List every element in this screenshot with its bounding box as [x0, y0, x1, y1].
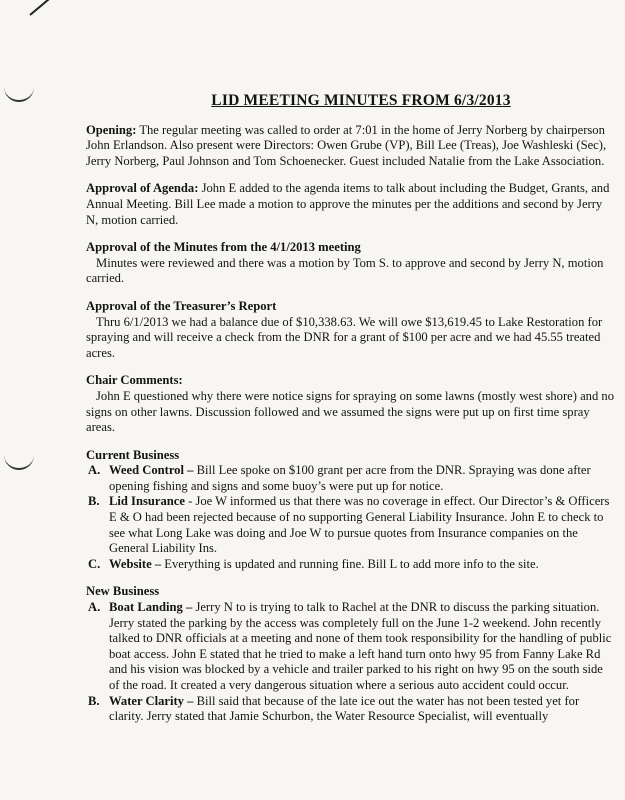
agenda-section [86, 181, 616, 228]
item-letter: B. [88, 693, 100, 708]
item-text: Bill Lee spoke on $100 grant per acre from the DNR. Spraying was done after opening fishing and signs and some buoy’s were put up for notice. [109, 463, 591, 493]
hole-punch-mark [4, 452, 34, 470]
item-separator: – [151, 556, 165, 571]
item-letter: B. [88, 494, 100, 509]
item-title: Boat Landing [109, 600, 183, 615]
minutes-body [86, 93, 616, 737]
item-title: Water Clarity [109, 693, 184, 708]
item-title: Weed Control [109, 463, 184, 478]
item-separator: - [184, 494, 196, 509]
agenda-heading: Approval of Agenda: [86, 181, 199, 196]
opening-text: The regular meeting was called to order at 7:01 in the home of Jerry Norberg by chairperson John Erlandson. Also present were Directors: Owen Grube (VP), Bill Lee (Treas), Joe Washleski (Sec), Jerry Norberg, Paul Johnson and Tom Schoenecker. Guest included Natalie from the Lake Association. [86, 122, 607, 168]
treasurer-section [86, 299, 616, 361]
treasurer-heading: Approval of the Treasurer’s Report [86, 298, 277, 313]
item-separator: – [183, 693, 197, 708]
chair-text: John E questioned why there were notice signs for spraying on some lawns (mostly west shore) and no signs on other lawns. Discussion followed and we assumed the signs were put up on first time spray areas. [86, 388, 614, 435]
document-title: LID MEETING MINUTES FROM 6/3/2013 [211, 92, 511, 109]
chair-section [86, 373, 616, 435]
current-business-list [86, 463, 616, 572]
minutes-text: Minutes were reviewed and there was a motion by Tom S. to approve and second by Jerry N, motion carried. [86, 255, 604, 286]
chair-heading: Chair Comments: [86, 373, 183, 388]
minutes-section [86, 240, 616, 287]
treasurer-text: Thru 6/1/2013 we had a balance due of $10,338.63. We will owe $13,619.45 to Lake Restoration for spraying and will receive a check from the DNR for a grant of $100 per acre and we had 45.55 treated acres. [86, 314, 603, 360]
item-text: Jerry N to is trying to talk to Rachel at the DNR to discuss the parking situation. Jerry stated the parking by the access was completely full on the June 1-2 weekend. John recently talked to DNR officials at a meeting and none of them took responsibility for the handling of public boat access. John E stated that he tried to make a left hand turn onto hwy 95 from Fanny Lake Rd and his vision was blocked by a vehicle and trailer parked to his right on hwy 95 on the south side of the road. It created a very dangerous situation where a serious auto accident could occur. [109, 600, 612, 692]
list-item [86, 557, 616, 573]
current-business-section [86, 448, 616, 573]
opening-heading: Opening: [86, 122, 137, 137]
list-item [86, 600, 616, 694]
item-text: Joe W informed us that there was no coverage in effect. Our Director’s & Officers E & O had been rejected because of no supporting General Liability Insurance. John E to check to see what Long Lake was doing and Joe W to pursue quotes from Insurance companies on the General Liability Ins. [109, 494, 610, 556]
pen-mark [29, 0, 64, 16]
hole-punch-mark [4, 84, 34, 102]
item-separator: – [182, 600, 196, 615]
new-business-section [86, 584, 616, 724]
minutes-heading: Approval of the Minutes from the 4/1/2013 meeting [86, 240, 361, 255]
list-item [86, 494, 616, 556]
item-text: Bill said that because of the late ice out the water has not been tested yet for clarity. Jerry stated that Jamie Schurbon, the Water Resource Specialist, will eventually [109, 693, 580, 724]
new-business-list [86, 600, 616, 725]
item-letter: C. [88, 556, 101, 571]
agenda-text: John E added to the agenda items to talk about including the Budget, Grants, and Annual Meeting. Bill Lee made a motion to approve the minutes per the additions and second by Jerry N, motion carried. [86, 181, 610, 227]
opening-section [86, 123, 616, 170]
new-business-heading: New Business [86, 584, 160, 599]
item-separator: – [183, 463, 197, 478]
item-letter: A. [88, 463, 101, 478]
item-letter: A. [88, 600, 101, 615]
list-item [86, 463, 616, 494]
list-item [86, 694, 616, 725]
item-title: Lid Insurance [109, 494, 185, 509]
item-text: Everything is updated and running fine. Bill L to add more info to the site. [164, 556, 539, 571]
current-business-heading: Current Business [86, 447, 180, 462]
item-title: Website [109, 556, 152, 571]
